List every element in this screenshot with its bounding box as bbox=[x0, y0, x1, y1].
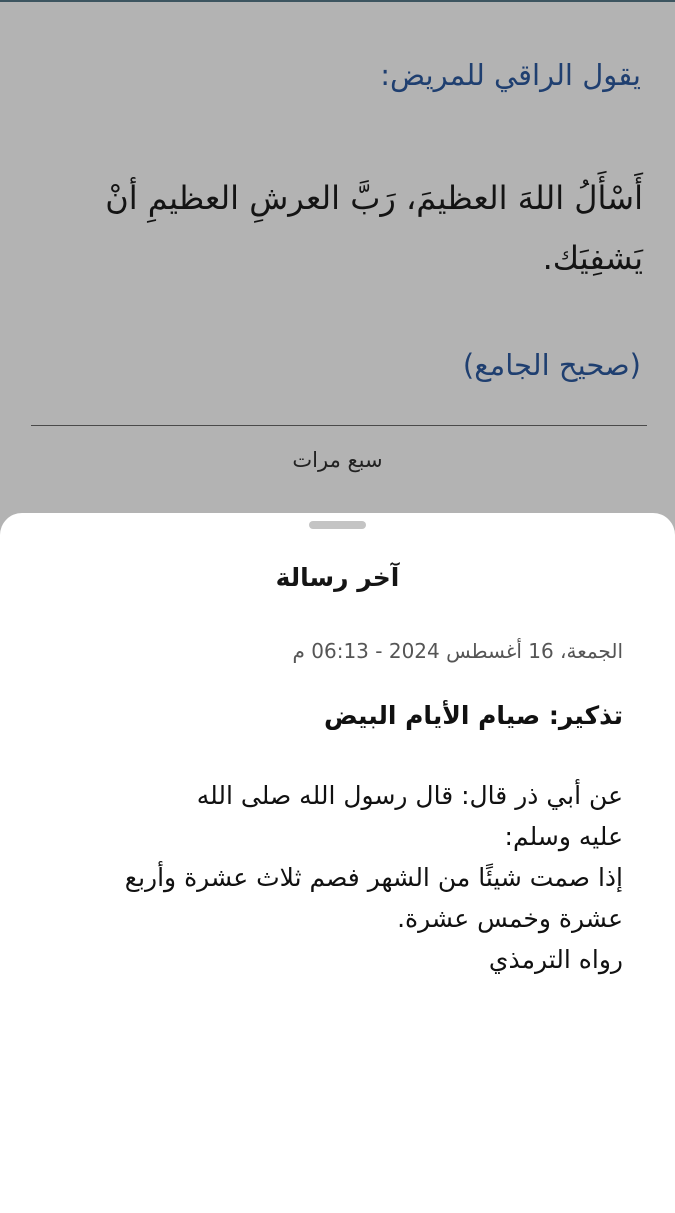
message-body-line: عليه وسلم: bbox=[504, 822, 623, 851]
sheet-title: آخر رسالة bbox=[275, 563, 400, 592]
message-date: الجمعة، 16 أغسطس 2024 - 06:13 م bbox=[292, 639, 623, 663]
dua-heading: يقول الراقي للمريض: bbox=[380, 58, 641, 92]
message-body-line: عن أبي ذر قال: قال رسول الله صلى الله bbox=[196, 781, 623, 810]
repeat-count: سبع مرات bbox=[292, 448, 383, 472]
last-message-sheet bbox=[0, 513, 675, 1213]
dua-source: (صحيح الجامع) bbox=[462, 348, 641, 382]
message-subject: تذكير: صيام الأيام البيض bbox=[323, 701, 623, 730]
sheet-drag-handle[interactable] bbox=[309, 521, 366, 529]
message-body-line: عشرة وخمس عشرة. bbox=[397, 904, 623, 933]
message-body bbox=[50, 775, 623, 980]
divider bbox=[31, 425, 647, 426]
dua-text: أَسْأَلُ اللهَ العظيمَ، رَبَّ العرشِ العظيمِ أنْ يَشفِيَك. bbox=[105, 179, 643, 277]
message-body-line: رواه الترمذي bbox=[488, 945, 623, 974]
dua-page-background bbox=[0, 0, 675, 520]
message-body-line: إذا صمت شيئًا من الشهر فصم ثلاث عشرة وأربع bbox=[124, 863, 623, 892]
